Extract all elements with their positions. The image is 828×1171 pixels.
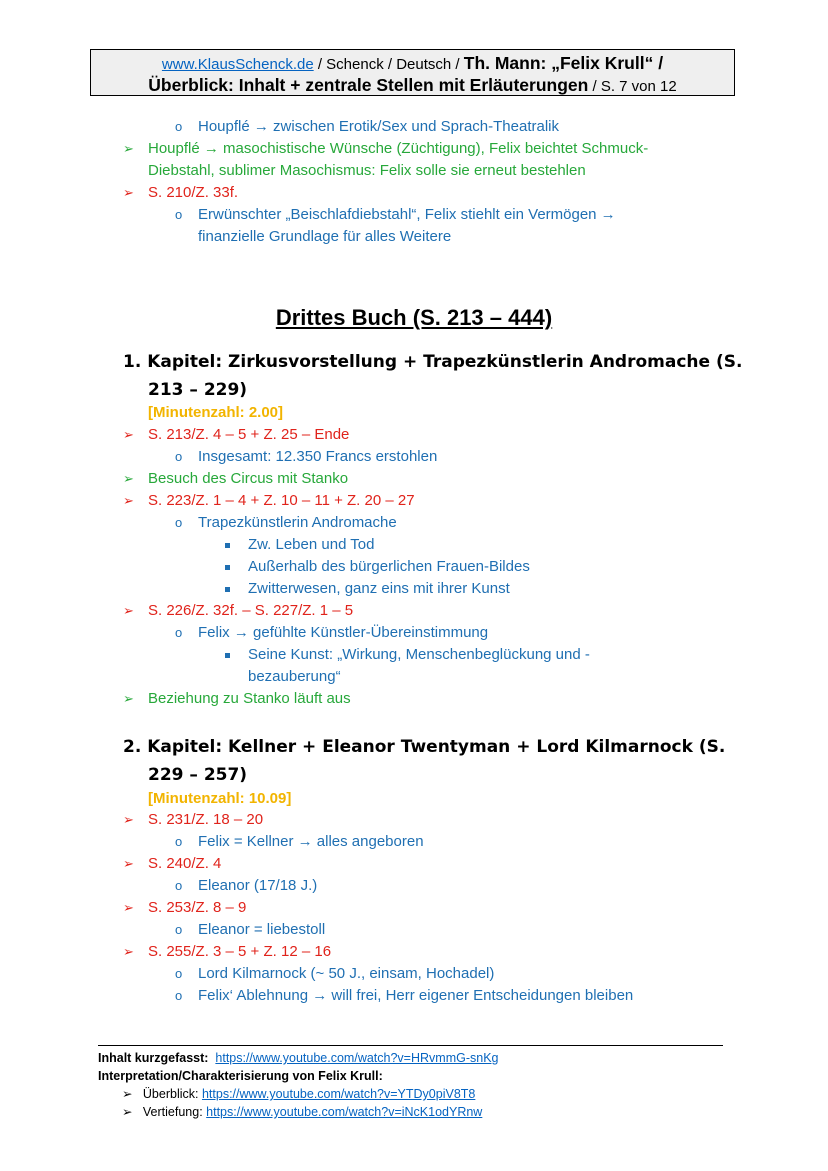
site-link[interactable]: www.KlausSchenck.de [161, 56, 314, 73]
arrow-bullet-icon: ➢ [123, 812, 134, 827]
page-header [90, 49, 735, 96]
list-item: Zwitterwesen, ganz eins mit ihrer Kunst [248, 580, 510, 597]
footer-line [98, 1049, 498, 1067]
circle-bullet-icon: o [175, 119, 183, 134]
list-item: S. 226/Z. 32f. – S. 227/Z. 1 – 5 [148, 602, 354, 619]
footer-label: Vertiefung: [142, 1105, 203, 1119]
list-item: Erwünschter „Beischlafdiebstahl“, Felix stiehlt ein Vermögen → [198, 206, 616, 223]
arrow-bullet-icon: ➢ [123, 427, 134, 442]
arrow-bullet-icon: ➢ [123, 944, 134, 959]
circle-bullet-icon: o [175, 922, 183, 937]
circle-bullet-icon: o [175, 625, 183, 640]
list-item: S. 210/Z. 33f. [148, 184, 239, 201]
list-item: Felix = Kellner → alles angeboren [198, 833, 424, 850]
list-item: Eleanor (17/18 J.) [198, 877, 318, 894]
list-item: Felix‘ Ablehnung → will frei, Herr eigener Entscheidungen bleiben [198, 987, 634, 1004]
circle-bullet-icon: o [175, 515, 183, 530]
circle-bullet-icon: o [175, 207, 183, 222]
arrow-bullet-icon: ➢ [123, 185, 134, 200]
list-item: Besuch des Circus mit Stanko [148, 470, 349, 487]
minutes-label: [Minutenzahl: 10.09] [148, 790, 292, 807]
circle-bullet-icon: o [175, 988, 183, 1003]
footer-label: Interpretation/Charakterisierung von Felix Krull: [98, 1069, 383, 1083]
arrow-bullet-icon: ➢ [123, 603, 134, 618]
chapter-1-title-cont: 213 – 229) [148, 380, 248, 400]
list-item: Felix → gefühlte Künstler-Übereinstimmung [198, 624, 489, 641]
section-title: Drittes Buch (S. 213 – 444) [275, 305, 553, 330]
arrow-bullet-icon: ➢ [122, 1105, 133, 1119]
footer-line [98, 1067, 383, 1085]
circle-bullet-icon: o [175, 878, 183, 893]
minutes-label: [Minutenzahl: 2.00] [148, 404, 284, 421]
arrow-bullet-icon: ➢ [123, 900, 134, 915]
header-line-2 [91, 75, 734, 97]
square-bullet-icon [225, 543, 230, 548]
list-item-cont: finanzielle Grundlage für alles Weitere [198, 228, 452, 245]
square-bullet-icon [225, 653, 230, 658]
list-item: Houpflé → masochistische Wünsche (Züchtigung), Felix beichtet Schmuck- [148, 140, 649, 157]
arrow-bullet-icon: ➢ [123, 856, 134, 871]
youtube-link[interactable]: https://www.youtube.com/watch?v=iNcK1odYRnw [206, 1105, 483, 1119]
header-line-1 [91, 53, 734, 75]
list-item: S. 253/Z. 8 – 9 [148, 899, 247, 916]
circle-bullet-icon: o [175, 834, 183, 849]
list-item: S. 240/Z. 4 [148, 855, 222, 872]
arrow-bullet-icon: ➢ [123, 471, 134, 486]
list-item: Eleanor = liebestoll [198, 921, 326, 938]
header-title: Th. Mann: „Felix Krull“ / [463, 53, 664, 73]
youtube-link[interactable]: https://www.youtube.com/watch?v=HRvmmG-snKg [215, 1051, 499, 1065]
header-page-number: / S. 7 von 12 [588, 78, 677, 95]
list-item: S. 213/Z. 4 – 5 + Z. 25 – Ende [148, 426, 350, 443]
arrow-bullet-icon: ➢ [123, 493, 134, 508]
list-item: Insgesamt: 12.350 Francs erstohlen [198, 448, 438, 465]
list-item: Beziehung zu Stanko läuft aus [148, 690, 351, 707]
list-item: Houpflé → zwischen Erotik/Sex und Sprach-Theatralik [198, 118, 559, 135]
youtube-link[interactable]: https://www.youtube.com/watch?v=YTDy0piV8T8 [201, 1087, 476, 1101]
square-bullet-icon [225, 565, 230, 570]
header-crumbs: / Schenck / Deutsch / [313, 56, 464, 73]
list-item: Seine Kunst: „Wirkung, Menschenbeglückung und - [248, 646, 590, 663]
footer-label: Inhalt kurzgefasst: [98, 1051, 209, 1065]
footer-divider [98, 1045, 723, 1046]
arrow-bullet-icon: ➢ [122, 1087, 133, 1101]
list-item: Außerhalb des bürgerlichen Frauen-Bildes [248, 558, 530, 575]
list-item: S. 223/Z. 1 – 4 + Z. 10 – 11 + Z. 20 – 27 [148, 492, 415, 509]
circle-bullet-icon: o [175, 966, 183, 981]
chapter-1-title: 1. Kapitel: Zirkusvorstellung + Trapezkünstlerin Andromache (S. [123, 352, 743, 372]
list-item-cont: Diebstahl, sublimer Masochismus: Felix solle sie erneut bestehlen [148, 162, 586, 179]
list-item: Zw. Leben und Tod [248, 536, 375, 553]
arrow-bullet-icon: ➢ [123, 691, 134, 706]
square-bullet-icon [225, 587, 230, 592]
list-item: S. 255/Z. 3 – 5 + Z. 12 – 16 [148, 943, 332, 960]
footer-line [122, 1085, 475, 1103]
chapter-2-title: 2. Kapitel: Kellner + Eleanor Twentyman + Lord Kilmarnock (S. [123, 737, 726, 757]
list-item: S. 231/Z. 18 – 20 [148, 811, 264, 828]
list-item: Lord Kilmarnock (~ 50 J., einsam, Hochadel) [198, 965, 495, 982]
circle-bullet-icon: o [175, 449, 183, 464]
list-item-cont: bezauberung“ [248, 668, 341, 685]
list-item: Trapezkünstlerin Andromache [198, 514, 397, 531]
header-subtitle: Überblick: Inhalt + zentrale Stellen mit Erläuterungen [148, 75, 589, 95]
footer-line [122, 1103, 482, 1121]
chapter-2-title-cont: 229 – 257) [148, 765, 248, 785]
arrow-bullet-icon: ➢ [123, 141, 134, 156]
footer-label: Überblick: [142, 1087, 199, 1101]
